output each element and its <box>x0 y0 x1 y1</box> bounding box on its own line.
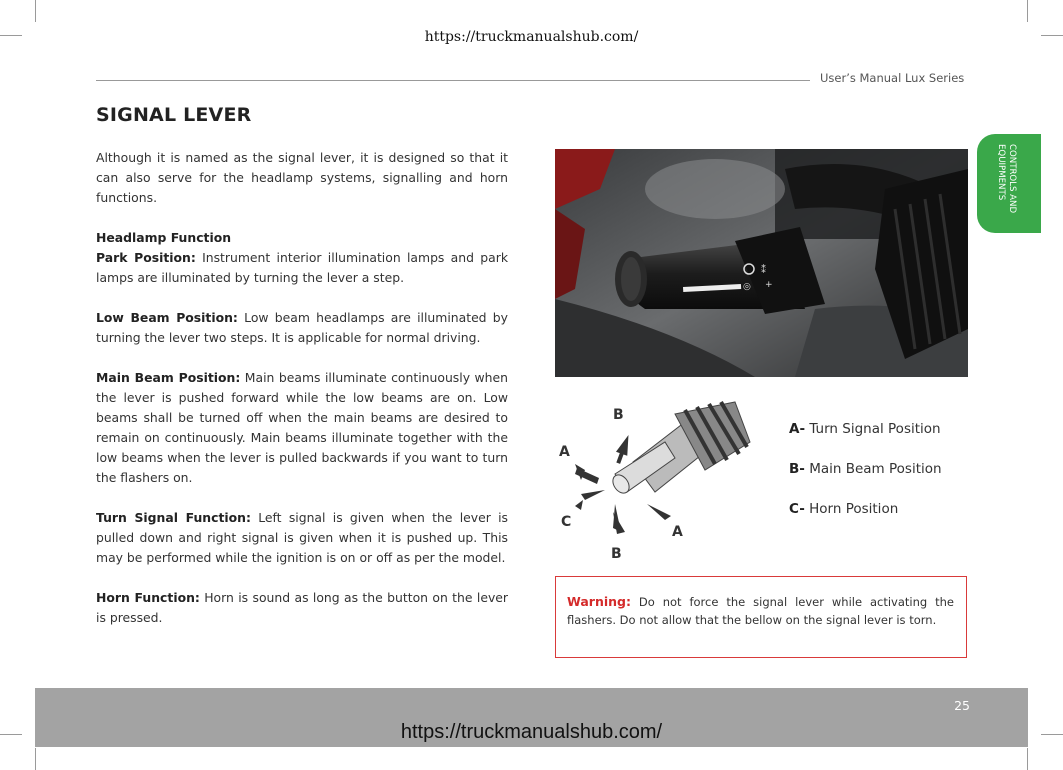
crop-mark <box>1027 0 1028 22</box>
diagram-label-b-bottom: B <box>611 546 622 562</box>
lever-diagram <box>555 392 777 564</box>
crop-mark <box>35 0 36 22</box>
low-beam-paragraph: Low Beam Position: Low beam headlamps are illuminated by turning the lever two steps. It is applicable for normal driving. <box>96 310 508 345</box>
diagram-label-a-right: A <box>672 524 683 540</box>
crop-mark <box>35 748 36 770</box>
turn-signal-paragraph: Turn Signal Function: Left signal is given when the lever is pulled down and right signal is given when it is pushed up. This may be performed while the ignition is on or off as per the model. <box>96 510 508 565</box>
low-beam-label: Low Beam Position: <box>96 310 238 325</box>
footer-url[interactable]: https://truckmanualshub.com/ <box>400 721 663 743</box>
main-beam-label: Main Beam Position: <box>96 370 241 385</box>
svg-text:+: + <box>765 280 773 290</box>
horn-paragraph: Horn Function: Horn is sound as long as the button on the lever is pressed. <box>96 590 508 625</box>
body-column <box>96 148 508 628</box>
page-footer <box>35 688 1028 747</box>
warning-box <box>555 576 967 658</box>
legend-item-b: B- Main Beam Position <box>789 461 942 477</box>
crop-mark <box>0 734 22 735</box>
page-number: 25 <box>954 698 970 713</box>
legend-item-a: A- Turn Signal Position <box>789 421 941 437</box>
section-title: SIGNAL LEVER <box>96 104 252 126</box>
svg-text:◎: ◎ <box>743 282 751 292</box>
legend-item-c: C- Horn Position <box>789 501 899 517</box>
diagram-label-b-top: B <box>613 407 624 423</box>
horn-label: Horn Function: <box>96 590 200 605</box>
header-rule <box>96 80 810 81</box>
position-legend <box>789 419 942 539</box>
intro-paragraph: Although it is named as the signal lever, it is designed so that it can also serve for the headlamp systems, signalling and horn functions. <box>96 150 508 205</box>
crop-mark <box>1041 734 1063 735</box>
crop-mark <box>1027 748 1028 770</box>
running-title: User’s Manual Lux Series <box>820 71 965 85</box>
chapter-tab[interactable] <box>977 134 1041 233</box>
diagram-label-a-left: A <box>559 444 570 460</box>
turn-signal-label: Turn Signal Function: <box>96 510 251 525</box>
chapter-tab-label: CONTROLS AND EQUIPMENTS <box>996 144 1017 214</box>
diagram-label-c: C <box>561 514 572 530</box>
park-position-label: Park Position: <box>96 250 196 265</box>
headlamp-heading: Headlamp Function <box>96 230 232 245</box>
signal-lever-photo <box>555 149 968 377</box>
park-position-paragraph: Park Position: Instrument interior illumination lamps and park lamps are illuminated by turning the lever a step. <box>96 250 508 285</box>
svg-text:⁑: ⁑ <box>761 265 766 276</box>
warning-text: Do not force the signal lever while activating the flashers. Do not allow that the bellow on the signal lever is torn. <box>567 595 954 627</box>
warning-label: Warning: <box>567 594 631 609</box>
main-beam-paragraph: Main Beam Position: Main beams illuminate continuously when the lever is pushed forward while the low beams are on. Low beams shall be turned off when the main beams are desired to remain on continuously. Main beams illuminate together with the low beams when the lever is pulled backwards if you want to turn the flashers on. <box>96 370 508 485</box>
header-url[interactable]: https://truckmanualshub.com/ <box>424 29 639 45</box>
